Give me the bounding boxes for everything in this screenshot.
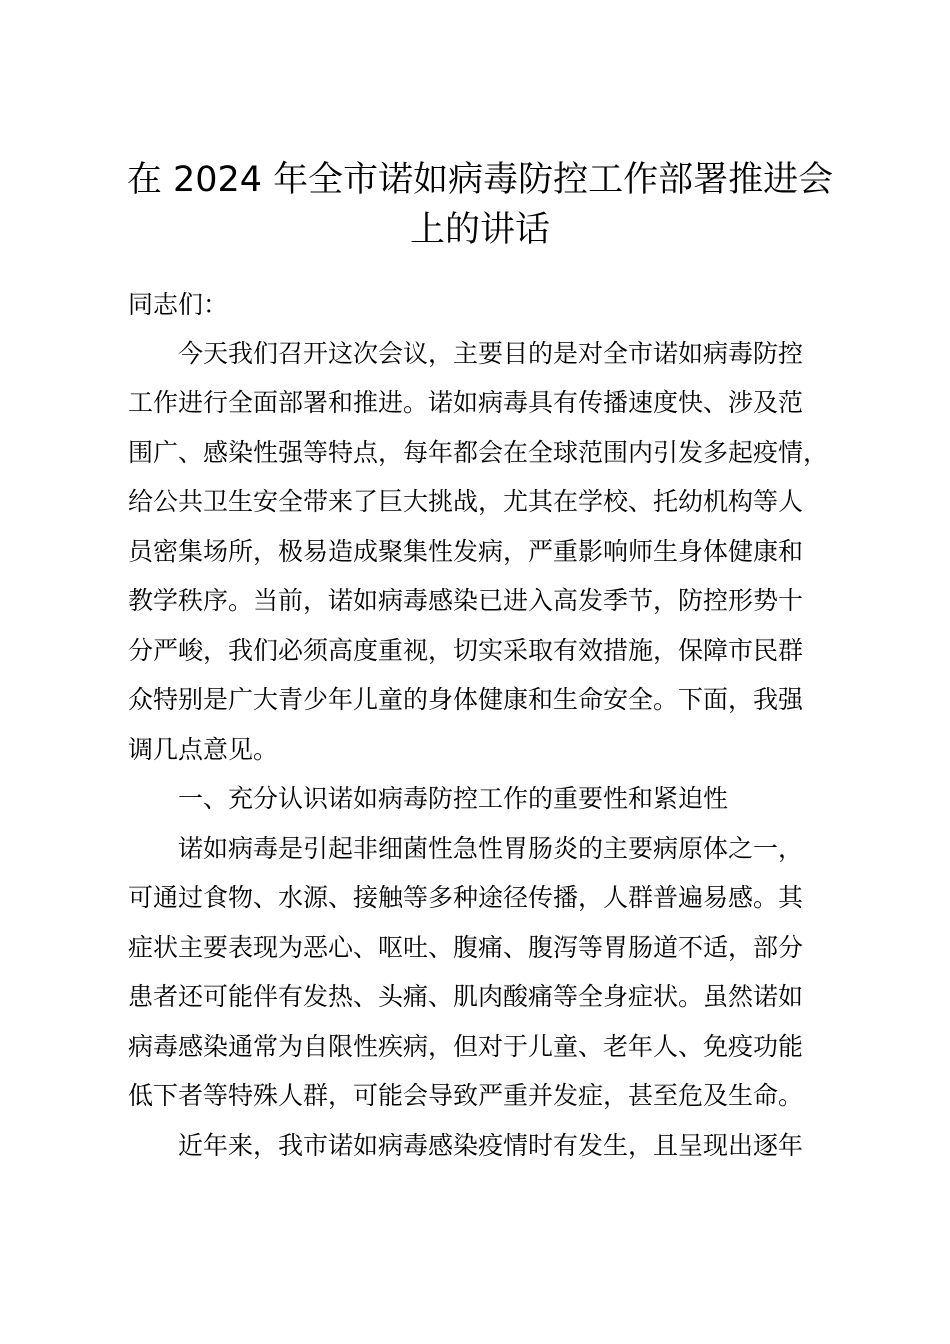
body-line: 调几点意见。 <box>128 735 279 764</box>
body-line: 围广、感染性强等特点，每年都会在全球范围内引发多起疫情， <box>128 438 829 467</box>
body-line: 员密集场所，极易造成聚集性发病，严重影响师生身体健康和 <box>128 537 804 566</box>
body-line: 患者还可能伴有发热、头痛、肌肉酸痛等全身症状。虽然诺如 <box>128 982 804 1011</box>
body-line: 可通过食物、水源、接触等多种途径传播，人群普遍易感。其 <box>128 883 804 912</box>
body-line: 近年来，我市诺如病毒感染疫情时有发生，且呈现出逐年 <box>178 1131 804 1160</box>
body-line: 病毒感染通常为自限性疾病，但对于儿童、老年人、免疫功能 <box>128 1032 804 1061</box>
body-line: 症状主要表现为恶心、呕吐、腹痛、腹泻等胃肠道不适，部分 <box>128 933 804 962</box>
section-heading: 一、充分认识诺如病毒防控工作的重要性和紧迫性 <box>178 784 729 813</box>
body-line: 教学秩序。当前，诺如病毒感染已进入高发季节，防控形势十 <box>128 586 804 615</box>
body-line: 今天我们召开这次会议，主要目的是对全市诺如病毒防控 <box>178 339 804 368</box>
document-title <box>110 155 850 255</box>
body-line: 给公共卫生安全带来了巨大挑战，尤其在学校、托幼机构等人 <box>128 487 804 516</box>
body-line: 低下者等特殊人群，可能会导致严重并发症，甚至危及生命。 <box>128 1081 804 1110</box>
body-line: 分严峻，我们必须高度重视，切实采取有效措施，保障市民群 <box>128 636 804 665</box>
title-line-2: 上的讲话 <box>409 210 550 250</box>
body-line: 诺如病毒是引起非细菌性急性胃肠炎的主要病原体之一， <box>178 834 804 863</box>
body-line: 众特别是广大青少年儿童的身体健康和生命安全。下面，我强 <box>128 685 804 714</box>
salutation: 同志们： <box>128 290 229 319</box>
title-line-1: 在 2024 年全市诺如病毒防控工作部署推进会 <box>126 160 834 200</box>
body-line: 工作进行全面部署和推进。诺如病毒具有传播速度快、涉及范 <box>128 388 804 417</box>
